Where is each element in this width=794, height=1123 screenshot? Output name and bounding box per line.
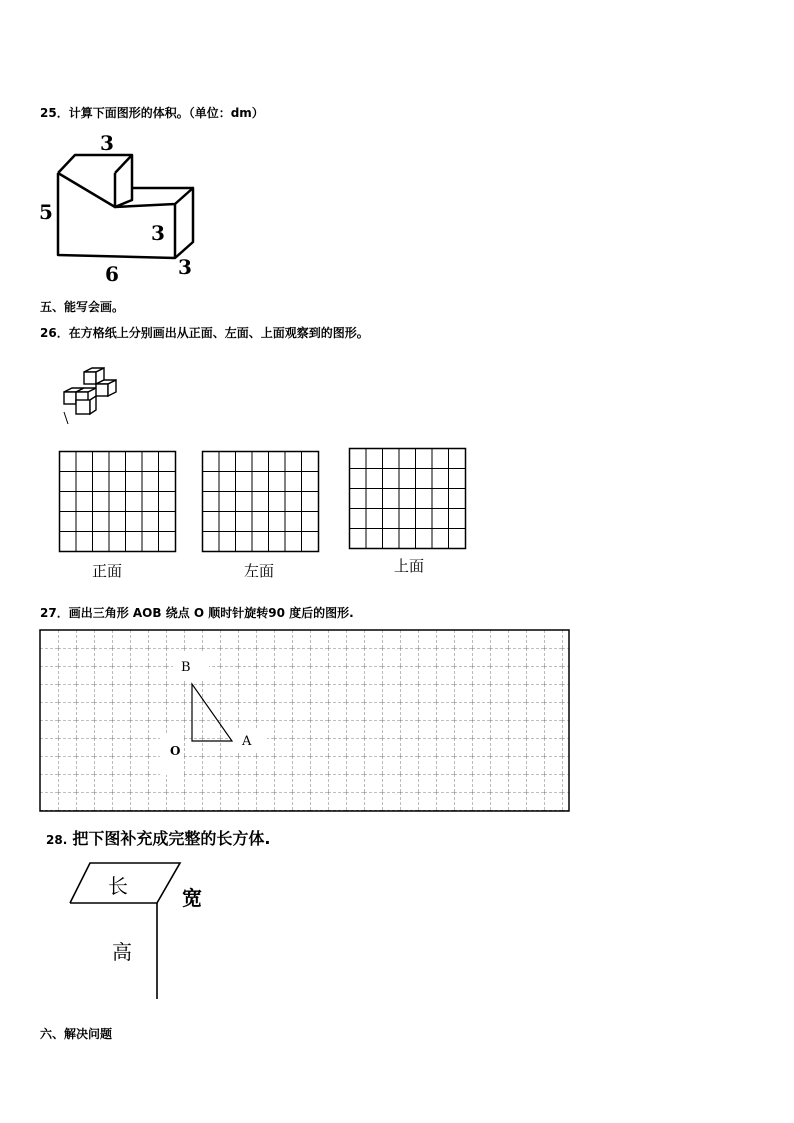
dim-depth: 3 — [178, 255, 192, 279]
q28-heading — [46, 826, 270, 849]
top-view-caption: 上面 — [394, 557, 425, 575]
dim-left: 5 — [39, 200, 53, 224]
q28-text: 把下图补充成完整的长方体. — [72, 829, 271, 848]
point-a-label: A — [242, 734, 252, 749]
front-view-caption: 正面 — [92, 562, 123, 580]
length-label: 长 — [108, 874, 128, 898]
height-label: 高 — [112, 940, 132, 964]
point-b-label: B — [181, 660, 191, 675]
rotation-grid[interactable] — [39, 629, 572, 813]
q28-number: 28. — [46, 833, 68, 847]
dim-inner: 3 — [151, 221, 165, 245]
top-view-grid[interactable] — [348, 447, 468, 551]
section-six-title: 六、解决问题 — [40, 1027, 113, 1041]
q27-text: 27．画出三角形 AOB 绕点 O 顺时针旋转90 度后的图形. — [40, 606, 354, 620]
left-view-caption: 左面 — [244, 562, 275, 580]
q25-solid-figure — [35, 130, 210, 285]
width-label: 宽 — [182, 886, 202, 910]
section-five-title: 五、能写会画。 — [40, 300, 125, 314]
cuboid-partial-figure — [60, 855, 220, 1005]
point-o-label: O — [170, 744, 181, 758]
dim-top: 3 — [100, 131, 114, 155]
cube-stack-figure — [58, 366, 128, 426]
q25-text: 25．计算下面图形的体积。（单位：dm） — [40, 106, 264, 120]
q26-text: 26．在方格纸上分别画出从正面、左面、上面观察到的图形。 — [40, 326, 369, 340]
left-view-grid[interactable] — [201, 450, 321, 554]
front-view-grid[interactable] — [58, 450, 178, 554]
dim-bottom: 6 — [105, 262, 119, 285]
